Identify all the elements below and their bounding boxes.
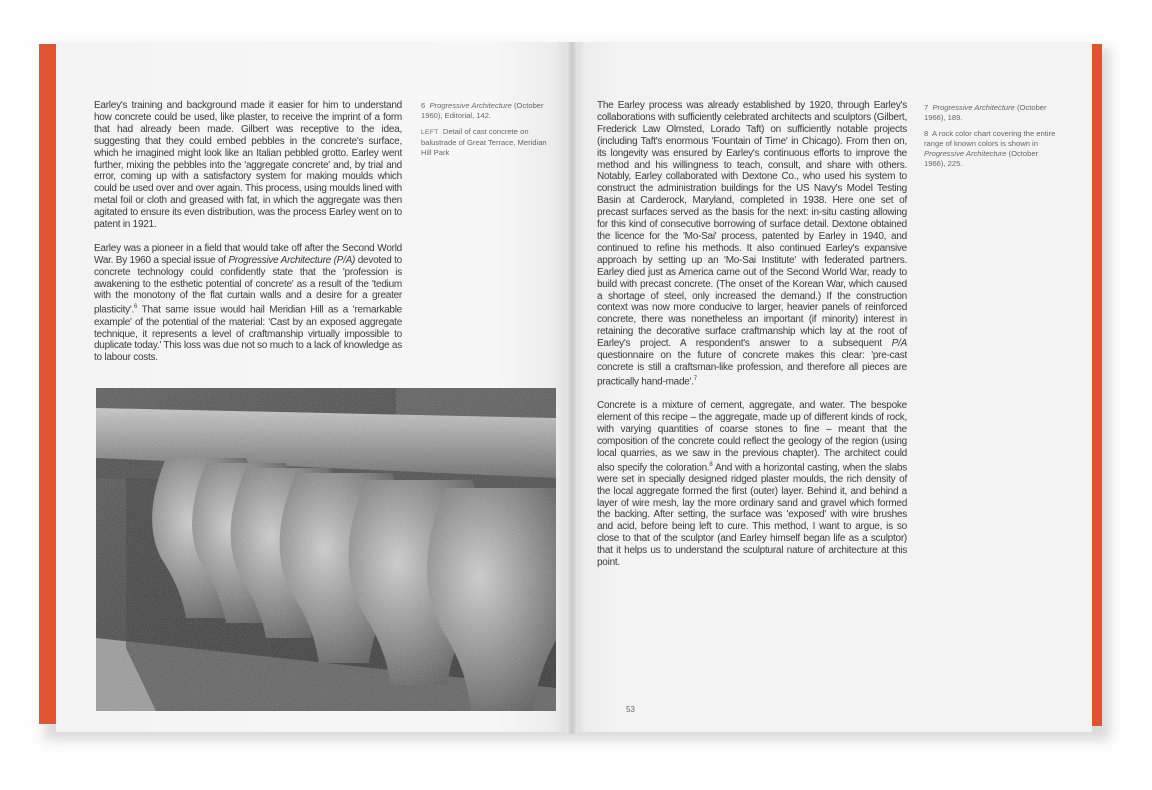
text-run: The Earley process was already established by 1920, through Earley's collaborations with sufficiently celebrated architects and sculptors (Gilbert, Frederick Law Olmsted, Lorado Taft) on sufficiently notable projects (including Taft's enormous 'Fountain of Time' in Chicago). From then on, its longevity was ensured by Earley's continuous efforts to improve the method and his willingness to teach, consult, and share with others. Notably, Earley collaborated with Dextone Co., who used his system to construct the administration buildings for the US Navy's Model Testing Basin at Carderock, Maryland, completed in 1938. Here one set of precast surfaces served as the basis for the next: in-situ casting allowing for this kind of consecutive borrowing of surface detail. Dextone obtained the licence for the 'Mo-Sai' process, patented by Earley in 1940, and continued to refine his methods. It also continued Earley's expansive approach by setting up an 'Mo-Sai Institute' with federated partners. Earley died just as America came out of the Second World War, ready to build with precast concrete. (The onset of the Korean War, which caused a shortage of steel, only increased the demand.) If the construction context was now more conducive to larger, heavier panels of reinforced concrete, there was nonetheless an important (if minority) interest in retaining the decorative surface craftmanship which lay at the root of Earley's project. A respondent's answer to a subsequent xyxy=(597,100,907,350)
right-body-text xyxy=(597,100,907,569)
balustrade-photo xyxy=(96,388,556,711)
left-sidenotes xyxy=(421,101,551,164)
text-run: devoted to concrete technology could confidently state that the 'profession is awakening to the esthetic potential of concrete' as a result of the 'tedium with the monotony of the flat curtain walls and a desire for a greater plasticity'. xyxy=(94,254,402,316)
footnote-number: 7 xyxy=(924,103,929,112)
footnote xyxy=(924,129,1059,169)
paragraph: Earley's training and background made it easier for him to understand how concrete could be used, like plaster, to receive the imprint of a form that had already been made. Gilbert was receptive to the idea, suggesting that they could embed pebbles in the concrete's surface, which he imagined might look like an Italian pebbled grotto. Earley went further, mixing the pebbles into the 'aggregate concrete' and, by trial and error, coming up with a satisfactory system for making moulds which could be used over and over again. This process, using moulds lined with metal foil or cloth and greased with fat, in which the aggregate was then agitated to ensure its even distribution, was the process Earley went on to patent in 1921. xyxy=(94,100,402,231)
text-run: Earley was a pioneer in a field that would take off after the Second World War. By 1960 a special issue of xyxy=(94,242,402,266)
text-run: (October 1960), Editorial, 142. xyxy=(421,101,544,120)
text-run: Concrete is a mixture of cement, aggregate, and water. The bespoke element of this recipe – the aggregate, made up of different kinds of rock, with varying quantities of coarse stones to fine – meant that the composition of the concrete could reflect the geology of the region (using local quarries, as we saw in the previous chapter). The architect could also specify the coloration. xyxy=(597,399,907,473)
caption-text: Detail of cast concrete on balustrade of Great Terrace, Meridian Hill Park xyxy=(421,127,547,157)
paragraph xyxy=(597,400,907,569)
footnote xyxy=(924,103,1059,123)
footnote-ref: 7 xyxy=(693,375,697,382)
text-run: And with a horizontal casting, when the slabs were set in specially designed ridged plaster moulds, the rich density of the local aggregate formed the first (outer) layer. Behind it, and behind a layer of wire mesh, lay the more ordinary sand and gravel which formed the backing. After setting, the surface was 'exposed' with wire brushes and acid, before being left to cure. This method, I want to argue, is so close to that of the sculptor (and Earley himself began life as a sculptor) that it helps us to understand the sculptural nature of architecture at this point. xyxy=(597,461,907,569)
footnote-ref: 8 xyxy=(709,461,713,468)
text-run: questionnaire on the future of concrete makes this clear: 'pre-cast concrete is still a craftsman-like profession, and therefore all pieces are practically hand-made'. xyxy=(597,350,907,388)
footnote-number: 8 xyxy=(924,129,929,138)
footnote xyxy=(421,101,551,121)
text-run: (October 1966), 189. xyxy=(924,103,1047,122)
book-gutter xyxy=(566,42,578,734)
page-number: 53 xyxy=(626,705,635,714)
caption-label: LEFT xyxy=(421,129,439,136)
left-body-text xyxy=(94,100,402,364)
right-sidenotes xyxy=(924,103,1059,175)
italic-title: P/A xyxy=(891,338,907,350)
photo-caption xyxy=(421,127,551,158)
paragraph xyxy=(597,100,907,388)
italic-title: Progressive Architecture (P/A) xyxy=(228,254,356,266)
italic-title: Progressive Architecture xyxy=(429,101,512,110)
footnote-number: 6 xyxy=(421,101,426,110)
footnote-ref: 6 xyxy=(134,304,138,311)
italic-title: Progressive Architecture xyxy=(924,149,1007,158)
paragraph xyxy=(94,243,402,364)
text-run: (October 1966), 225. xyxy=(924,149,1039,168)
text-run: A rock color chart covering the entire range of known colors is shown in xyxy=(924,129,1056,148)
italic-title: Progressive Architecture xyxy=(932,103,1015,112)
text-run: That same issue would hail Meridian Hill as a 'remarkable example' of the potential of the material: 'Cast by an exposed aggregate technique, it represents a level of craftmanship virtually impossible to duplicate today.' This loss was due not so much to a lack of knowledge as to labour costs. xyxy=(94,304,402,364)
